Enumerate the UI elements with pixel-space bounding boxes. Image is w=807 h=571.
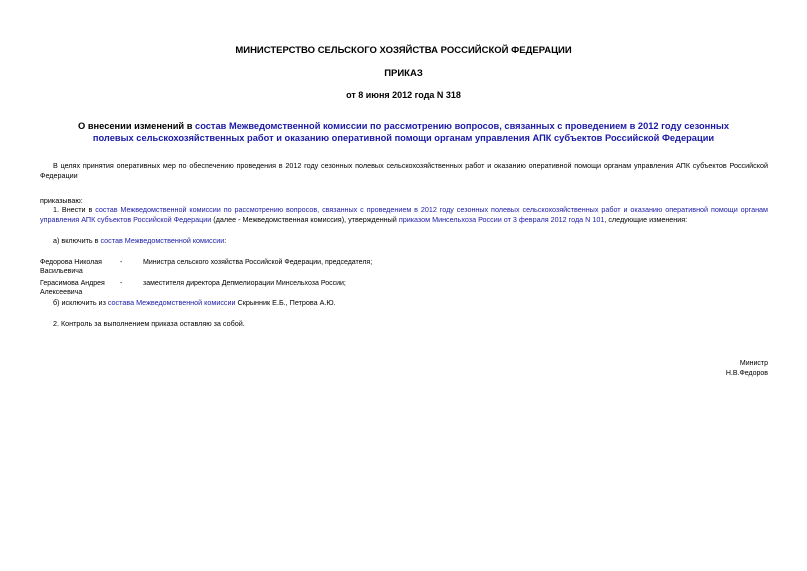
commission-composition-link[interactable]: состав Межведомственной комиссии по рассмотрению вопросов, связанных с проведением в 2012 году сезонных полевых сельскохозяйственных работ и оказанию оперативной помощи органам управления АПК субъектов Российской Федерации	[40, 205, 768, 224]
signature-name: Н.В.Федоров	[725, 370, 768, 377]
item-b-prefix: б) исключить из	[53, 298, 108, 307]
member-dash: -	[120, 259, 123, 266]
member-name: Герасимова Андрея Алексеевича	[40, 280, 105, 296]
subject-link[interactable]: состав Межведомственной комиссии по рассмотрению вопросов, связанных с проведением в 2012 году сезонных полевых сельскохозяйственных работ и оказанию оперативной помощи органам управления АПК субъектов Российской Федерации	[92, 121, 729, 143]
item-a-prefix: а) включить в	[53, 236, 101, 245]
doc-type: ПРИКАЗ	[384, 68, 423, 79]
document-subject	[70, 120, 737, 144]
signature-title: Министр	[739, 360, 768, 367]
item-1-prefix: 1. Внести в	[53, 205, 96, 214]
paragraph-item-a	[53, 236, 226, 246]
member-name: Федорова Николая Васильевича	[40, 259, 102, 275]
order-101-link[interactable]: приказом Минсельхоза России от 3 февраля 2012 года N 101	[398, 215, 605, 224]
subject-prefix: О внесении изменений в	[78, 121, 196, 131]
paragraph-preamble: В целях принятия оперативных мер по обеспечению проведения в 2012 году сезонных полевых сельскохозяйственных работ и оказанию оперативной помощи органам управления АПК субъектов Российской Федерации	[40, 161, 768, 180]
paragraph-item-1	[40, 205, 768, 225]
commission-link-b[interactable]: состава Межведомственной комиссии	[107, 298, 236, 307]
item-1-suffix: , следующие изменения:	[604, 215, 688, 224]
commission-link-a[interactable]: состав Межведомственной комиссии	[100, 236, 225, 245]
paragraph-item-b	[53, 298, 336, 308]
item-a-suffix: :	[224, 236, 227, 245]
item-b-suffix: Скрынник Е.Б., Петрова А.Ю.	[235, 298, 336, 307]
member-role: заместителя директора Депмелиорации Минсельхоза России;	[143, 280, 346, 287]
paragraph-order: приказываю:	[40, 196, 83, 205]
item-1-mid: (далее - Межведомственная комиссия), утвержденный	[211, 215, 399, 224]
member-role: Министра сельского хозяйства Российской Федерации, председателя;	[143, 259, 373, 266]
paragraph-item-2: 2. Контроль за выполнением приказа оставляю за собой.	[53, 319, 245, 328]
member-dash: -	[120, 280, 123, 287]
ministry-title: МИНИСТЕРСТВО СЕЛЬСКОГО ХОЗЯЙСТВА РОССИЙСКОЙ ФЕДЕРАЦИИ	[235, 45, 572, 56]
doc-date-number: от 8 июня 2012 года N 318	[346, 90, 461, 100]
